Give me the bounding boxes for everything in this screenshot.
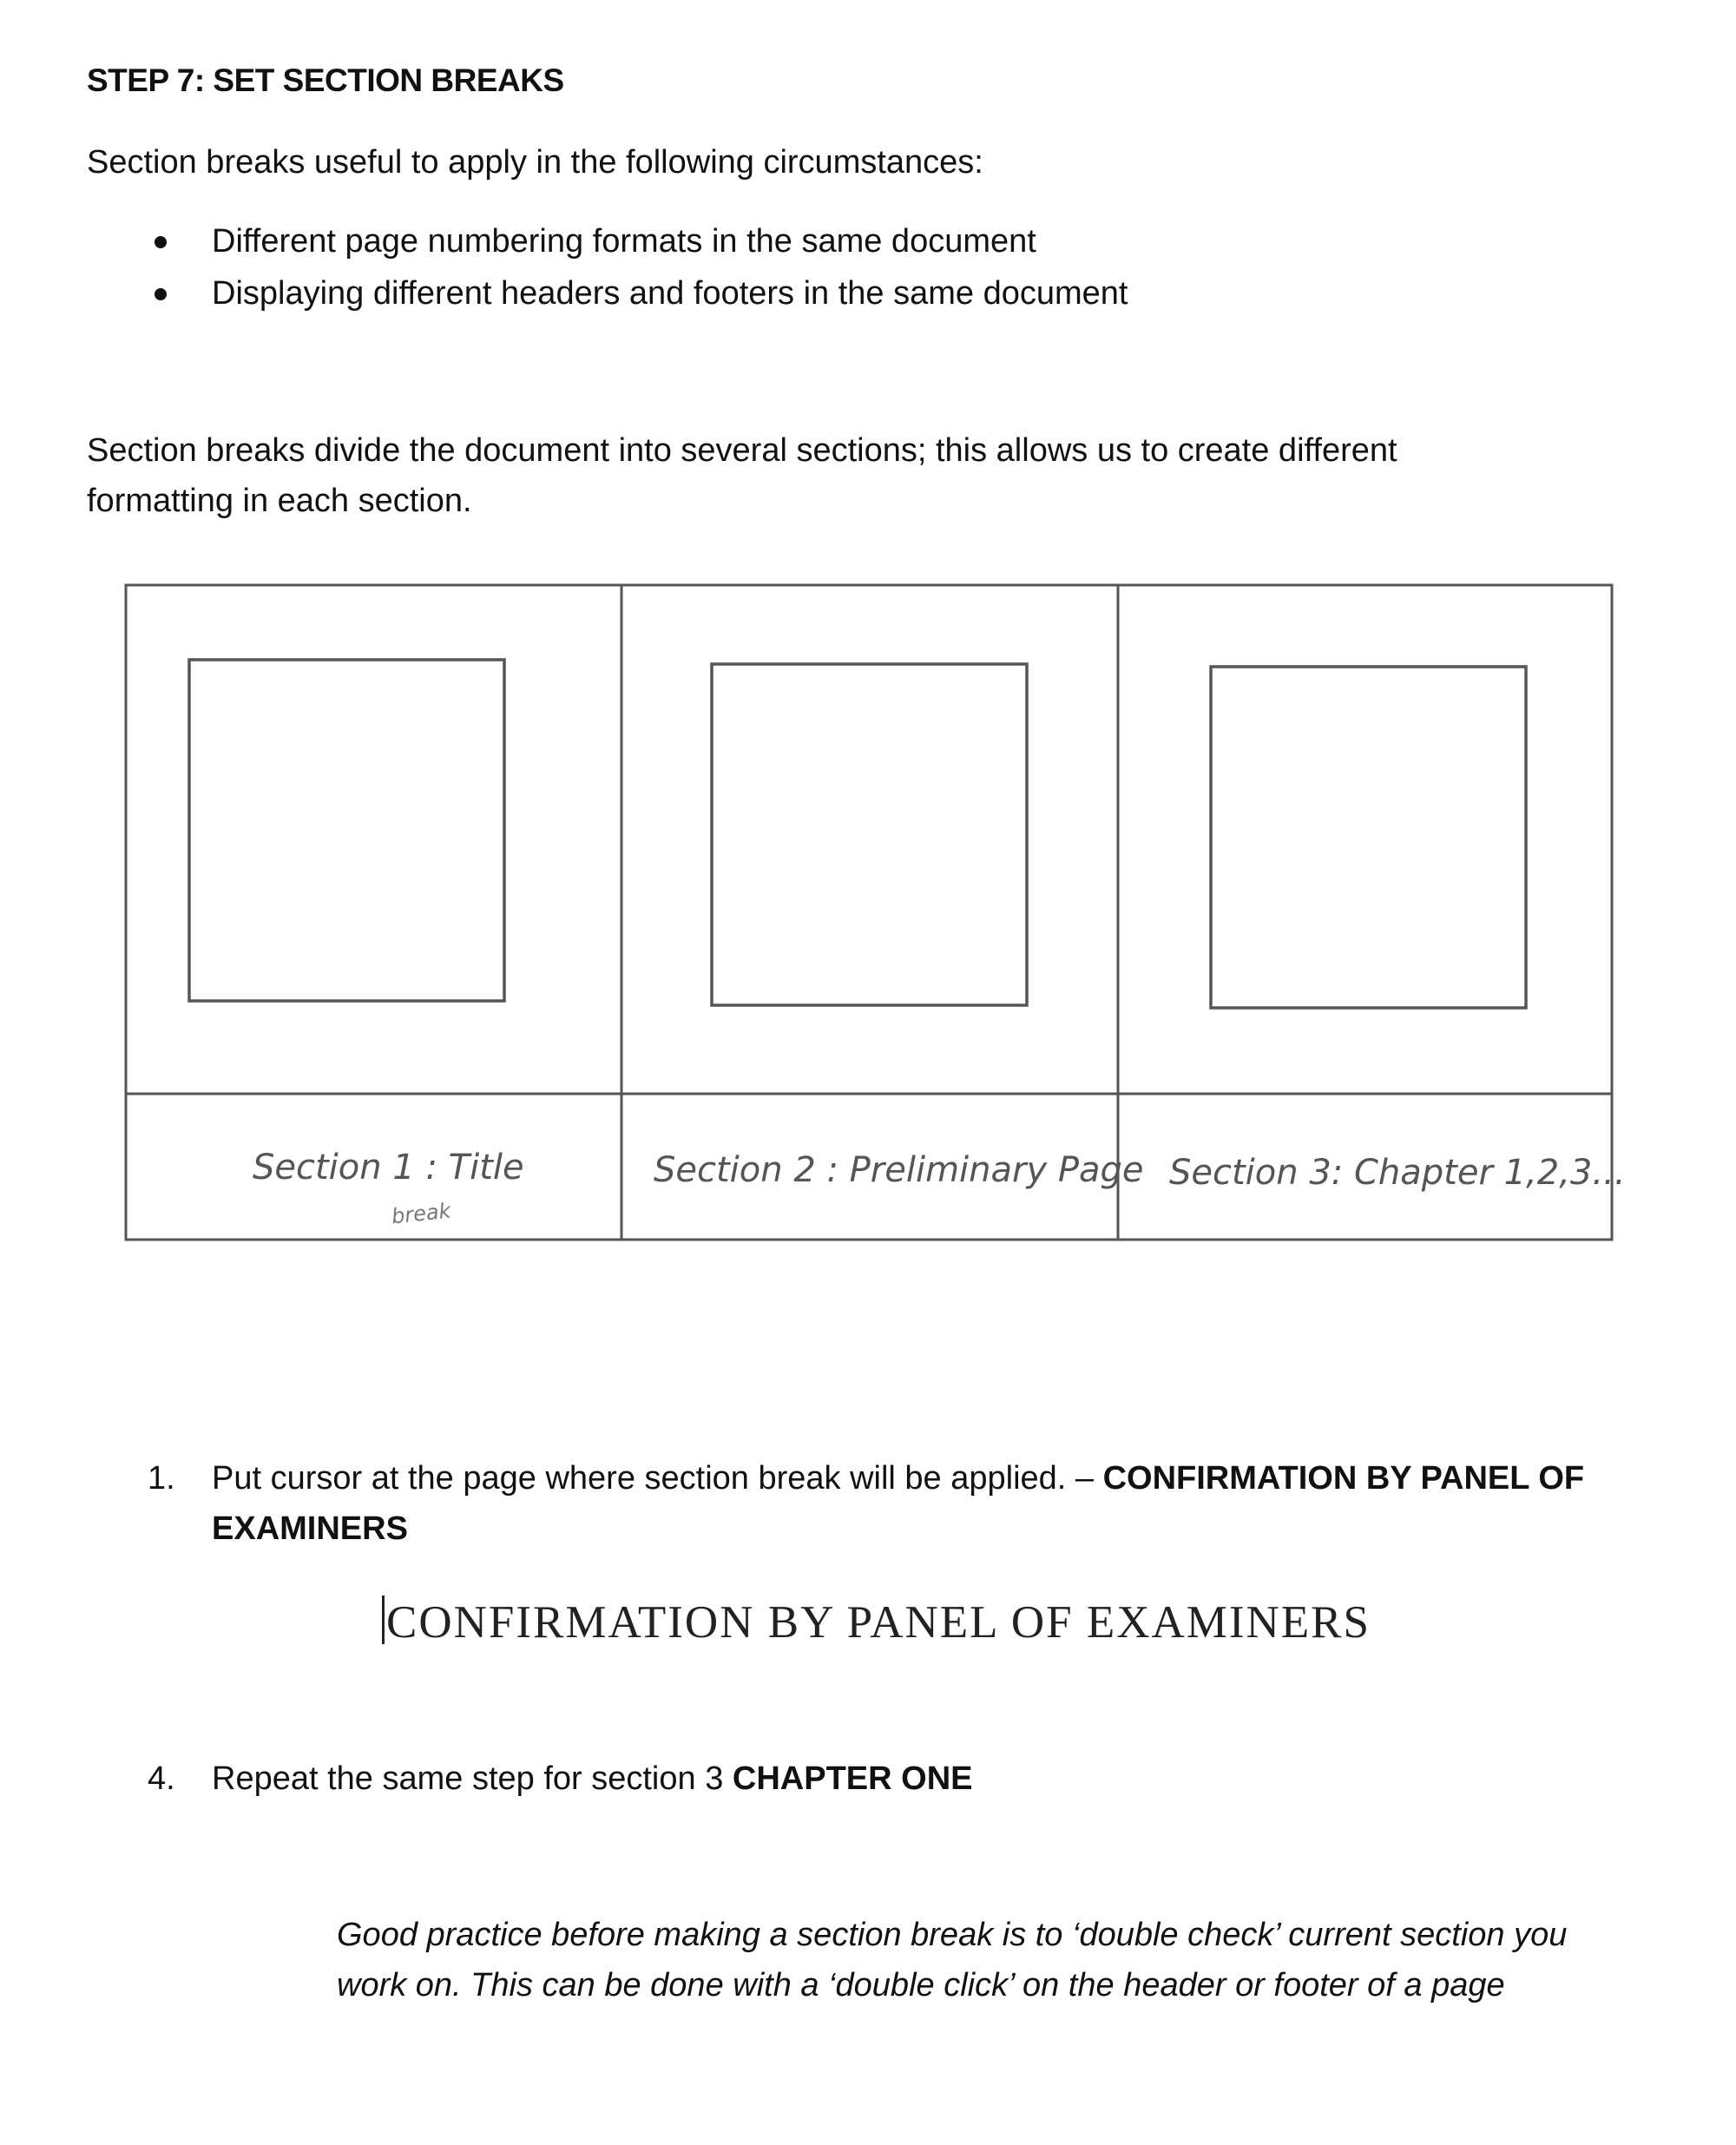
- scanned-title-text: CONFIRMATION BY PANEL OF EXAMINERS: [386, 1597, 1371, 1648]
- step-1: [87, 1453, 1701, 1554]
- list-item: [87, 267, 1128, 319]
- step-line-1: [212, 1453, 1701, 1503]
- intro-text: Section breaks useful to apply in the following circumstances:: [87, 144, 983, 181]
- description-line: Section breaks divide the document into several sections; this allows us to create different: [87, 432, 1397, 469]
- circumstances-list: [87, 215, 1128, 319]
- bullet-icon: [155, 236, 167, 248]
- note-line: work on. This can be done with a ‘double click’ on the header or footer of a page: [337, 1967, 1505, 2004]
- section-2-label: Section 2 : Preliminary Page: [654, 1150, 1144, 1190]
- step-text: Repeat the same step for section 3: [212, 1760, 733, 1797]
- list-item: [87, 1453, 1701, 1554]
- list-item: [87, 1754, 972, 1804]
- step-4: [87, 1754, 972, 1804]
- page-heading: STEP 7: SET SECTION BREAKS: [87, 63, 564, 98]
- bullet-text: Different page numbering formats in the same document: [212, 223, 1036, 260]
- section-1-label: Section 1 : Title: [253, 1148, 524, 1188]
- text-cursor-icon: [382, 1596, 385, 1644]
- section-2-page: [712, 664, 1027, 1005]
- step-number: 1.: [148, 1460, 175, 1497]
- bullet-icon: [155, 288, 167, 300]
- practice-note: [337, 1910, 1674, 2010]
- description-paragraph: [87, 425, 1397, 526]
- step-bold-text: CONFIRMATION BY PANEL OF: [1102, 1460, 1585, 1497]
- step-bold-text: EXAMINERS: [212, 1510, 408, 1547]
- section-3-page: [1211, 667, 1526, 1008]
- scanned-title-image: [382, 1596, 1371, 1648]
- section-1-page: [189, 660, 504, 1001]
- section-3-label: Section 3: Chapter 1,2,3...: [1169, 1153, 1626, 1193]
- step-bold-text: CHAPTER ONE: [732, 1760, 973, 1797]
- diagram-frame: [126, 585, 1612, 1240]
- note-line: Good practice before making a section break is to ‘double check’ current section you: [337, 1917, 1568, 1953]
- section-diagram: [124, 583, 1626, 1241]
- list-item: [87, 215, 1128, 267]
- step-text: Put cursor at the page where section break will be applied. –: [212, 1460, 1103, 1497]
- handwritten-note: break: [390, 1198, 452, 1229]
- section-diagram-figure: [124, 583, 1614, 1241]
- step-number: 4.: [148, 1760, 175, 1797]
- description-line: formatting in each section.: [87, 483, 472, 519]
- bullet-text: Displaying different headers and footers in the same document: [212, 275, 1128, 312]
